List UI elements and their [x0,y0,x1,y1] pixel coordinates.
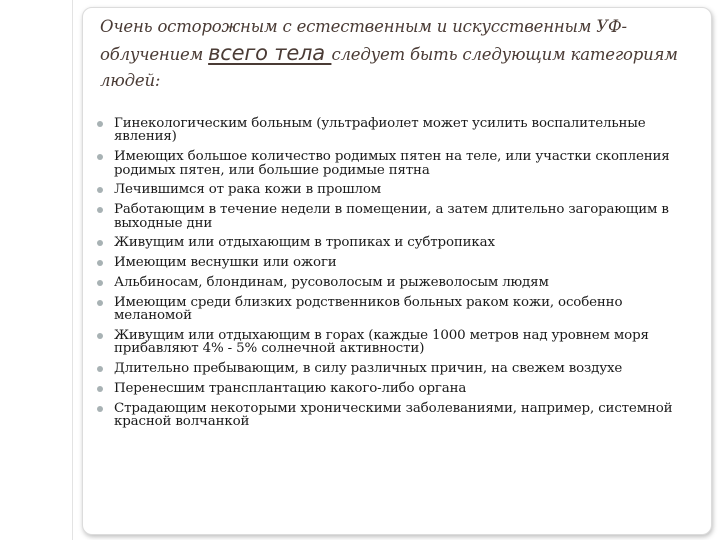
slide-title [100,14,690,94]
list-item-text: Гинекологическим больным (ультрафиолет может усилить воспалительные явления) [114,116,646,145]
list-item-text: Живущим или отдыхающим в горах (каждые 1000 метров над уровнем моря прибавляют 4% - 5% солнечной активности) [114,328,649,357]
bullet-icon [97,333,103,339]
list-item [96,362,696,375]
title-emphasis: всего тела [208,41,332,65]
list-item [96,183,696,196]
bullet-icon [97,154,103,160]
list-item-text: Перенесшим трансплантацию какого-либо органа [114,381,467,396]
list-item [96,276,696,289]
left-divider [72,0,73,540]
list-item [96,256,696,269]
list-item [96,150,696,177]
bullet-icon [97,260,103,266]
bullet-icon [97,240,103,246]
bullet-icon [97,187,103,193]
bullet-icon [97,121,103,127]
list-item-text: Работающим в течение недели в помещении, а затем длительно загорающим в выходные дни [114,202,669,231]
bullet-icon [97,280,103,286]
list-item-text: Лечившимся от рака кожи в прошлом [114,182,382,198]
list-item-text: Имеющим среди близких родственников больных раком кожи, особенно меланомой [114,294,623,324]
bullet-icon [97,386,103,392]
risk-group-list [96,117,696,435]
list-item-text: Альбиносам, блондинам, русоволосым и рыжеволосым людям [114,275,549,290]
list-item-text: Имеющим веснушки или ожоги [114,255,337,271]
bullet-icon [97,366,103,372]
title-part-1: Очень осторожным с естественным и искусственным УФ-облучением [100,17,627,64]
list-item-text: Живущим или отдыхающим в тропиках и субтропиках [114,235,495,251]
bullet-icon [97,207,103,213]
list-item [96,296,696,323]
list-item [96,402,696,429]
list-item-text: Страдающим некоторыми хроническими заболеваниями, например, системной красной волчанкой [114,400,673,430]
title-part-2: следует быть следующим категориям людей: [100,45,678,90]
list-item [96,203,696,230]
bullet-icon [97,406,103,412]
list-item-text: Длительно пребывающим, в силу различных причин, на свежем воздухе [114,361,623,377]
list-item [96,236,696,249]
bullet-icon [97,300,103,306]
list-item [96,117,696,144]
list-item [96,382,696,395]
list-item [96,329,696,356]
list-item-text: Имеющих большое количество родимых пятен на теле, или участки скопления родимых пятен, или большие родимые пятна [114,149,670,178]
